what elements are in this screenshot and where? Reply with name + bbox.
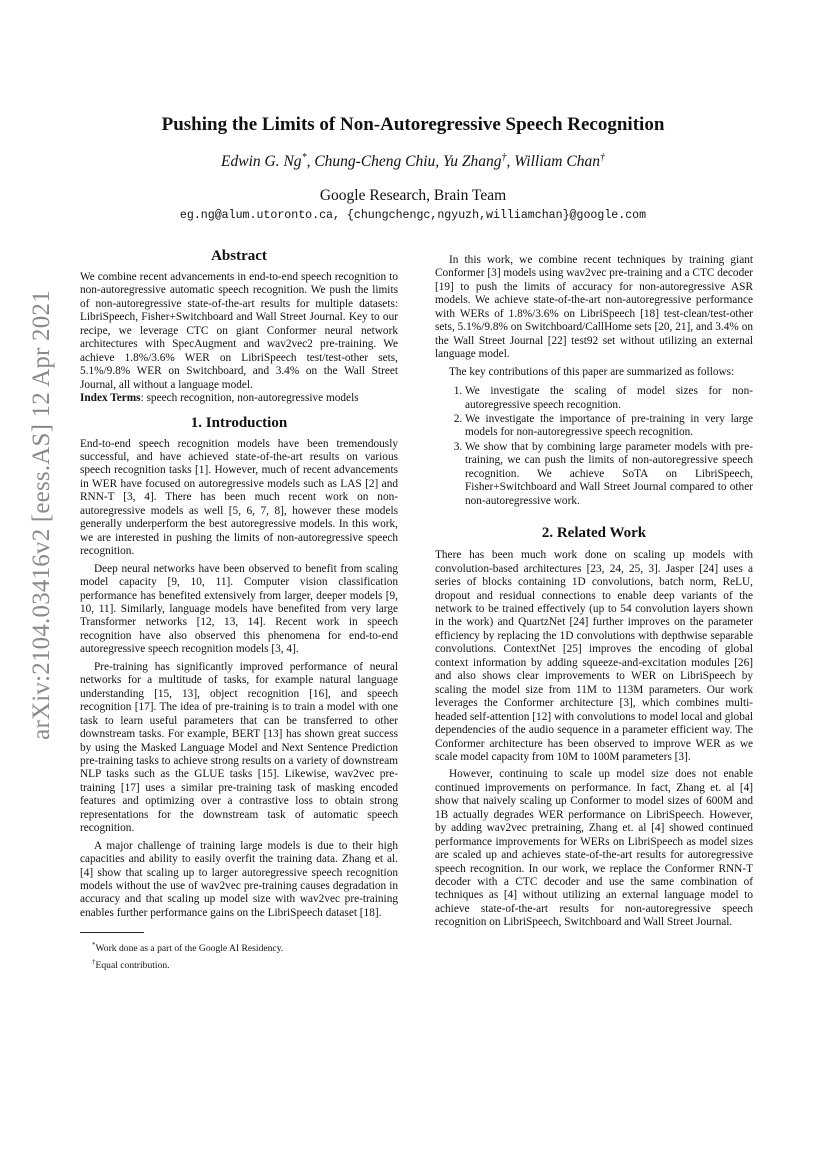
author-mark: * (301, 152, 307, 163)
footnote-text: Equal contribution. (95, 959, 170, 971)
author-mark: † (599, 152, 605, 163)
paper-title: Pushing the Limits of Non-Autoregressive Speech Recognition (161, 114, 665, 135)
intro-paragraph: End-to-end speech recognition models have been tremendously successful, and have achieved state-of-the-art results on various speech recognition tasks [1]. However, much of recent advancements in WER have focused on autoregressive models such as LAS [2] and RNN-T [3, 4]. There has been much recent work on non-autoregressive models as well [5, 6, 7, 8], however these models generally underperform the best autoregressive models. In this work, we are interested in pushing the limits of non-autoregressive speech recognition. (80, 437, 398, 558)
introduction-heading: 1. Introduction (190, 414, 288, 431)
intro-paragraph: Deep neural networks have been observed to benefit from scaling model capacity [9, 10, 11]. Computer vision classification performance has benefited extensively from larger, deeper models [9, 10, 11]. Similarly, language models have benefited from very large Transformer networks [12, 13, 14]. Recent work in speech recognition have also observed this phenomena for end-to-end autoregressive speech recognition models [3, 4]. (80, 562, 398, 656)
related-work-heading: 2. Related Work (541, 525, 647, 542)
author-name: Edwin G. Ng (221, 153, 302, 171)
footnote (80, 956, 398, 972)
related-paragraph: However, continuing to scale up model size does not enable continued improvements on performance. In fact, Zhang et. al [4] show that naively scaling up Conformer to model sizes of 600M and 1B actually degrades WER performance on LibriSpeech. However, by adding wav2vec pretraining, Zhang et. al [4] showed continued performance improvements for WERs on LibriSpeech as model sizes are scaled up and achieves state-of-the-art results for autoregressive speech recognition. In our work, we replace the Conformer RNN-T decoder with a CTC decoder and use the same combination of techniques as [4] without utilizing an external language model to achieve state-of-the-art results for non-autoregressive speech recognition on LibriSpeech, Switchboard and Wall Street Journal. (435, 768, 753, 929)
author-name: , Chung-Cheng Chiu, Yu Zhang (306, 153, 502, 171)
footnote (80, 939, 398, 955)
author-mark: † (501, 152, 507, 163)
arxiv-identifier-text: arXiv:2104.03416v2 [eess.AS] 12 Apr 2021 (28, 290, 55, 740)
footnote-rule (80, 932, 144, 933)
index-terms-text: : speech recognition, non-autoregressive models (140, 392, 359, 405)
contributions-list (435, 385, 753, 508)
list-item: 3. We show that by combining large parameter models with pre-training, we can push the limits of non-autoregressive speech recognition. We achieve SoTA on LibriSpeech, Fisher+Switchboard and Wall Street Journal compared to other non-autoregressive work. (465, 441, 753, 508)
intro-paragraph: A major challenge of training large models is due to their high capacities and ability to easily overfit the training data. Zhang et al. [4] show that scaling up to larger autoregressive speech recognition models without the use of wav2vec pre-training causes degradation in accuracy and that scaling up model size with wav2vec pre-training enables further performance gains on the LibriSpeech dataset [18]. (80, 839, 398, 919)
index-terms-label: Index Terms (80, 392, 141, 405)
right-column (435, 254, 753, 930)
affiliation: Google Research, Brain Team (319, 187, 507, 204)
abstract-heading: Abstract (211, 248, 267, 264)
author-emails: eg.ng@alum.utoronto.ca, {chungchengc,ngyuzh,williamchan}@google.com (179, 209, 647, 222)
arxiv-identifier (23, 290, 61, 740)
intro-paragraph: In this work, we combine recent techniques by training giant Conformer [3] models using wav2vec pre-training and a CTC decoder [19] to push the limits of accuracy for non-autoregressive ASR models. We achieve state-of-the-art non-autoregressive performance with WERs of 1.8%/3.6% on LibriSpeech [18] test-clean/test-other sets, 5.1%/9.8% on Switchboard/CallHome sets [20, 21], and 3.4% on the Wall Street Journal [22] test92 set without utilizing an external language model. (435, 254, 753, 361)
list-item: 1. We investigate the scaling of model sizes for non-autoregressive speech recognition. (465, 385, 753, 412)
abstract-text: We combine recent advancements in end-to-end speech recognition to non-autoregressive automatic speech recognition. We push the limits of non-autoregressive state-of-the-art results for multiple datasets: LibriSpeech, Fisher+Switchboard and Wall Street Journal. Key to our recipe, we leverage CTC on giant Conformer neural network architectures with SpecAugment and wav2vec2 pre-training. We achieve 1.8%/3.6% WER on LibriSpeech test/test-other sets, 5.1%/9.8% WER on Switchboard, and 3.4% on the Wall Street Journal, all without a language model. (80, 271, 398, 391)
footnote-text: Work done as a part of the Google AI Residency. (95, 943, 284, 955)
left-column (80, 247, 398, 972)
footnote-mark: † (92, 957, 96, 966)
list-item: 2. We investigate the importance of pre-training in very large models for non-autoregressive speech recognition. (465, 413, 753, 440)
footnote-mark: * (92, 941, 96, 950)
author-list (100, 152, 726, 171)
intro-paragraph: Pre-training has significantly improved performance of neural networks for a multitude of tasks, for example natural language understanding [15, 13], object recognition [16], and speech recognition [17]. The idea of pre-training is to train a model with one task to learn useful parameters that can be transferred to other downstream tasks. For example, BERT [13] has shown great success by using the Masked Language Model and Next Sentence Prediction pre-training tasks to achieve strong results on a variety of downstream NLP tasks such as the GLUE tasks [15]. Likewise, wav2vec pre-training [17] uses a similar pre-training task of masking encoded features and optimizing over a contrastive loss to obtain strong representations for the downstream task of automatic speech recognition. (80, 660, 398, 835)
index-terms (80, 392, 398, 405)
author-name: , William Chan (506, 153, 600, 171)
intro-paragraph: The key contributions of this paper are summarized as follows: (449, 365, 735, 378)
related-paragraph: There has been much work done on scaling up models with convolution-based architectures [23, 24, 25, 3]. Jasper [24] uses a series of blocks containing 1D convolutions, batch norm, ReLU, dropout and residual connections to enable deep variants of the network to be trained effectively (up to 54 convolution layers shown in the work) and QuartzNet [24] further improves on the parameter efficiency by replacing the 1D convolutions with depthwise separable convolutions. ContextNet [25] improves the encoding of global context information by adding squeeze-and-excitation modules [26] and also shows clear improvements to WER on LibriSpeech by scaling the model size from 11M to 113M parameters. Our work leverages the Conformer architecture [3], which combines multi-headed self-attention [12] with convolutions to model local and global dependencies of the audio sequence in a parameter efficient way. The Conformer architecture has been observed to improve WER as we scale model capacity from 10M to 100M parameters [3]. (435, 549, 753, 763)
